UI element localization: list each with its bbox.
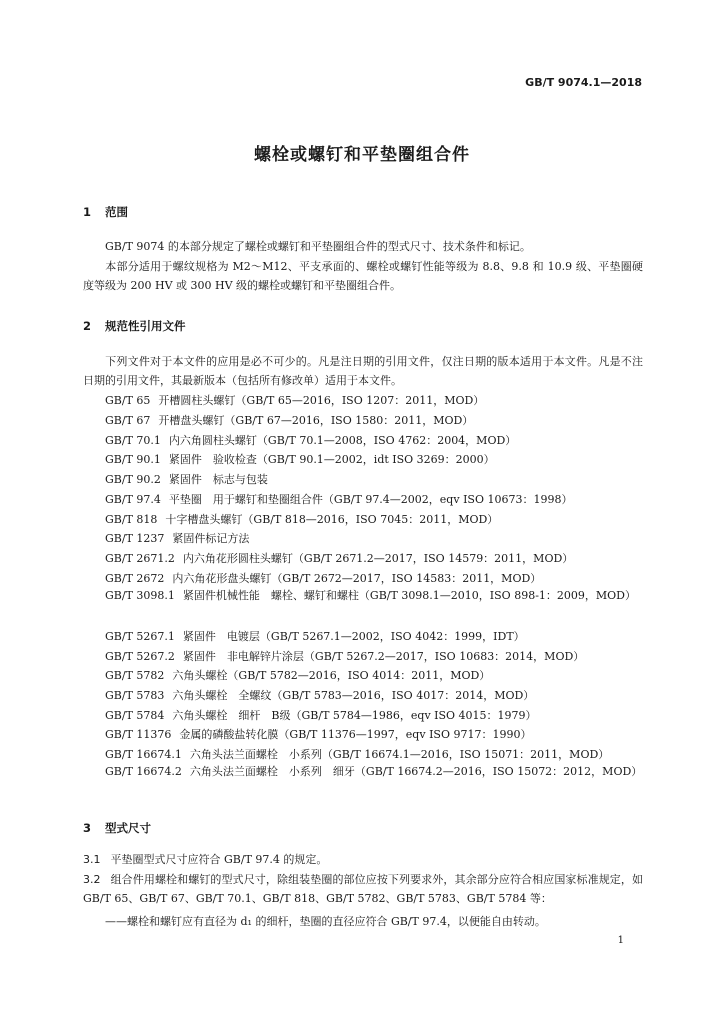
reference-item: GB/T 818 十字槽盘头螺钉（GB/T 818—2016，ISO 7045：2011，MOD） xyxy=(105,513,499,526)
reference-item: GB/T 16674.1 六角头法兰面螺栓 小系列（GB/T 16674.1—2016，ISO 15071：2011，MOD） xyxy=(105,748,610,761)
reference-item: GB/T 5782 六角头螺栓（GB/T 5782—2016，ISO 4014：2011，MOD） xyxy=(105,669,491,682)
standard-number: GB/T 9074.1—2018 xyxy=(525,76,642,89)
section-title: 型式尺寸 xyxy=(105,821,151,835)
reference-item: GB/T 90.2 紧固件 标志与包装 xyxy=(105,473,268,486)
scope-paragraph-2: 本部分适用于螺纹规格为 M2～M12、平支承面的、螺栓或螺钉性能等级为 8.8、9.8 和 10.9 级、平垫圈硬度等级为 200 HV 或 300 HV 级的螺栓或螺钉和平垫圈组合件。 xyxy=(83,260,643,292)
reference-item: GB/T 65 开槽圆柱头螺钉（GB/T 65—2016，ISO 1207：2011，MOD） xyxy=(105,394,485,407)
section-3-heading xyxy=(83,820,151,836)
normative-intro: 下列文件对于本文件的应用是必不可少的。凡是注日期的引用文件，仅注日期的版本适用于本文件。凡是不注日期的引用文件，其最新版本（包括所有修改单）适用于本文件。 xyxy=(83,355,643,387)
reference-item: GB/T 5783 六角头螺栓 全螺纹（GB/T 5783—2016，ISO 4017：2014，MOD） xyxy=(105,689,535,702)
clause-3-1: 3.1 平垫圈型式尺寸应符合 GB/T 97.4 的规定。 xyxy=(83,853,328,866)
section-number: 1 xyxy=(83,205,92,219)
reference-item: GB/T 97.4 平垫圈 用于螺钉和垫圈组合件（GB/T 97.4—2002，eqv ISO 10673：1998） xyxy=(105,493,573,506)
reference-item: GB/T 70.1 内六角圆柱头螺钉（GB/T 70.1—2008，ISO 4762：2004，MOD） xyxy=(105,434,517,447)
reference-item: GB/T 2672 内六角花形盘头螺钉（GB/T 2672—2017，ISO 14583：2011，MOD） xyxy=(105,572,542,585)
clause-3-2: 3.2 组合件用螺栓和螺钉的型式尺寸，除组装垫圈的部位应按下列要求外，其余部分应符合相应国家标准规定，如 GB/T 65、GB/T 67、GB/T 70.1、GB/T 818、GB/T 5782、GB/T 5783、GB/T 5784 等： xyxy=(83,873,643,905)
reference-item: GB/T 2671.2 内六角花形圆柱头螺钉（GB/T 2671.2—2017，ISO 14579：2011，MOD） xyxy=(105,552,574,565)
reference-item: GB/T 67 开槽盘头螺钉（GB/T 67—2016，ISO 1580：2011，MOD） xyxy=(105,414,474,427)
section-title: 范围 xyxy=(105,205,128,219)
reference-item-wrapped: GB/T 16674.2 六角头法兰面螺栓 小系列 细牙（GB/T 16674.2—2016，ISO 15072：2012，MOD） xyxy=(105,765,643,778)
reference-item-wrapped: GB/T 3098.1 紧固件机械性能 螺栓、螺钉和螺柱（GB/T 3098.1—2010，ISO 898-1：2009，MOD） xyxy=(105,589,636,602)
reference-item: GB/T 1237 紧固件标记方法 xyxy=(105,532,250,545)
clause-dash-item: ——螺栓和螺钉应有直径为 d₁ 的细杆，垫圈的直径应符合 GB/T 97.4，以便能自由转动。 xyxy=(105,915,546,928)
reference-item: GB/T 11376 金属的磷酸盐转化膜（GB/T 11376—1997，eqv ISO 9717：1990） xyxy=(105,728,532,741)
reference-item: GB/T 5267.2 紧固件 非电解锌片涂层（GB/T 5267.2—2017，ISO 10683：2014，MOD） xyxy=(105,650,585,663)
scope-paragraph-1: GB/T 9074 的本部分规定了螺栓或螺钉和平垫圈组合件的型式尺寸、技术条件和标记。 xyxy=(105,240,531,253)
section-number: 2 xyxy=(83,319,92,333)
reference-item: GB/T 5267.1 紧固件 电镀层（GB/T 5267.1—2002，ISO 4042：1999，IDT） xyxy=(105,630,525,643)
section-title: 规范性引用文件 xyxy=(105,319,186,333)
section-number: 3 xyxy=(83,821,92,835)
section-2-heading xyxy=(83,318,186,334)
reference-item: GB/T 90.1 紧固件 验收检查（GB/T 90.1—2002，idt ISO 3269：2000） xyxy=(105,453,495,466)
reference-item: GB/T 5784 六角头螺栓 细杆 B级（GB/T 5784—1986，eqv ISO 4015：1979） xyxy=(105,709,537,722)
section-1-heading xyxy=(83,204,128,220)
page-number: 1 xyxy=(617,935,624,946)
document-title: 螺栓或螺钉和平垫圈组合件 xyxy=(254,145,470,165)
